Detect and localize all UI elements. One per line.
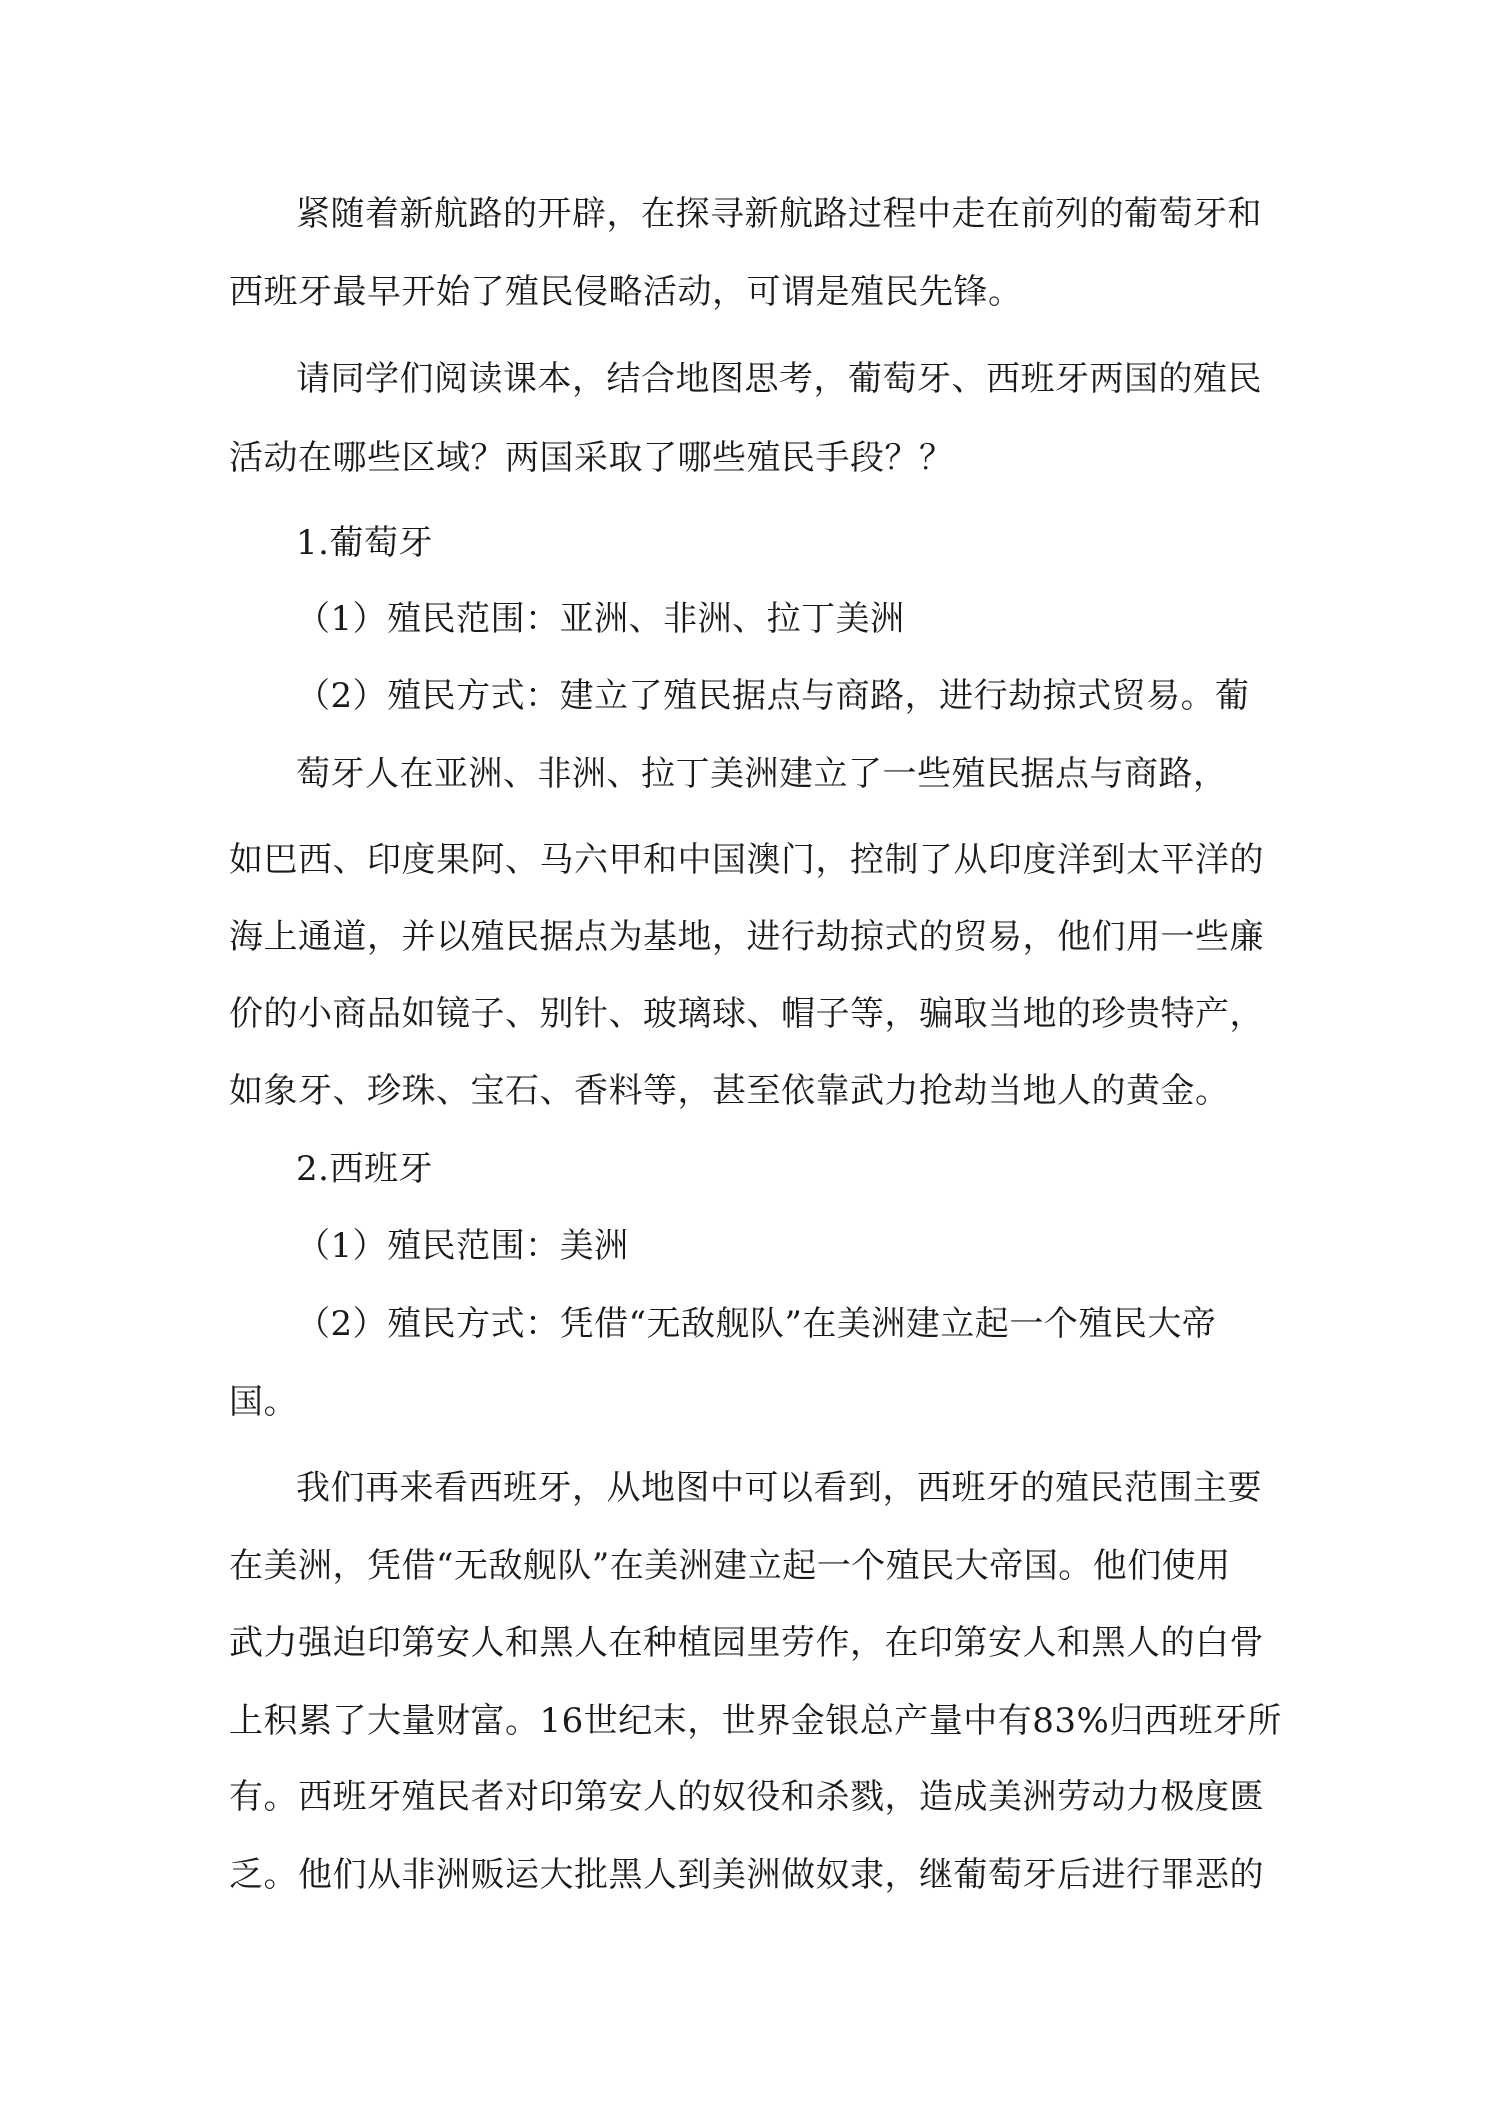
paragraph-line: 活动在哪些区域？两国采取了哪些殖民手段？？ (229, 438, 954, 478)
paragraph-line: 价的小商品如镜子、别针、玻璃球、帽子等，骗取当地的珍贵特产， (229, 994, 1264, 1034)
paragraph-line: 在美洲，凭借“无敌舰队”在美洲建立起一个殖民大帝国。他们使用 (229, 1546, 1231, 1586)
paragraph-line: 有。西班牙殖民者对印第安人的奴役和杀戮，造成美洲劳动力极度匮 (229, 1777, 1264, 1817)
paragraph-line: 国。 (229, 1382, 298, 1422)
paragraph-line: 西班牙最早开始了殖民侵略活动，可谓是殖民先锋。 (229, 272, 1023, 312)
paragraph-line: 如巴西、印度果阿、马六甲和中国澳门，控制了从印度洋到太平洋的 (229, 840, 1264, 880)
paragraph-line: 我们再来看西班牙，从地图中可以看到，西班牙的殖民范围主要 (296, 1468, 1262, 1508)
paragraph-line: 海上通道，并以殖民据点为基地，进行劫掠式的贸易，他们用一些廉 (229, 917, 1264, 957)
list-item: （2）殖民方式：建立了殖民据点与商路，进行劫掠式贸易。葡 (296, 676, 1250, 716)
paragraph-line: 紧随着新航路的开辟，在探寻新航路过程中走在前列的葡萄牙和 (296, 194, 1262, 234)
paragraph-line: 武力强迫印第安人和黑人在种植园里劳作，在印第安人和黑人的白骨 (229, 1623, 1264, 1663)
paragraph-line: 上积累了大量财富。16世纪末，世界金银总产量中有83%归西班牙所 (229, 1701, 1282, 1741)
list-item: （1）殖民范围：亚洲、非洲、拉丁美洲 (296, 599, 905, 639)
paragraph-line: 如象牙、珍珠、宝石、香料等，甚至依靠武力抢劫当地人的黄金。 (229, 1071, 1230, 1111)
paragraph-line: 萄牙人在亚洲、非洲、拉丁美洲建立了一些殖民据点与商路， (296, 754, 1228, 794)
paragraph-line: 请同学们阅读课本，结合地图思考，葡萄牙、西班牙两国的殖民 (296, 359, 1262, 399)
list-item: （2）殖民方式：凭借“无敌舰队”在美洲建立起一个殖民大帝 (296, 1304, 1217, 1344)
section-heading: 2.西班牙 (296, 1149, 433, 1189)
section-heading: 1.葡萄牙 (296, 523, 433, 563)
list-item: （1）殖民范围：美洲 (296, 1226, 629, 1266)
paragraph-line: 乏。他们从非洲贩运大批黑人到美洲做奴隶，继葡萄牙后进行罪恶的 (229, 1855, 1264, 1895)
